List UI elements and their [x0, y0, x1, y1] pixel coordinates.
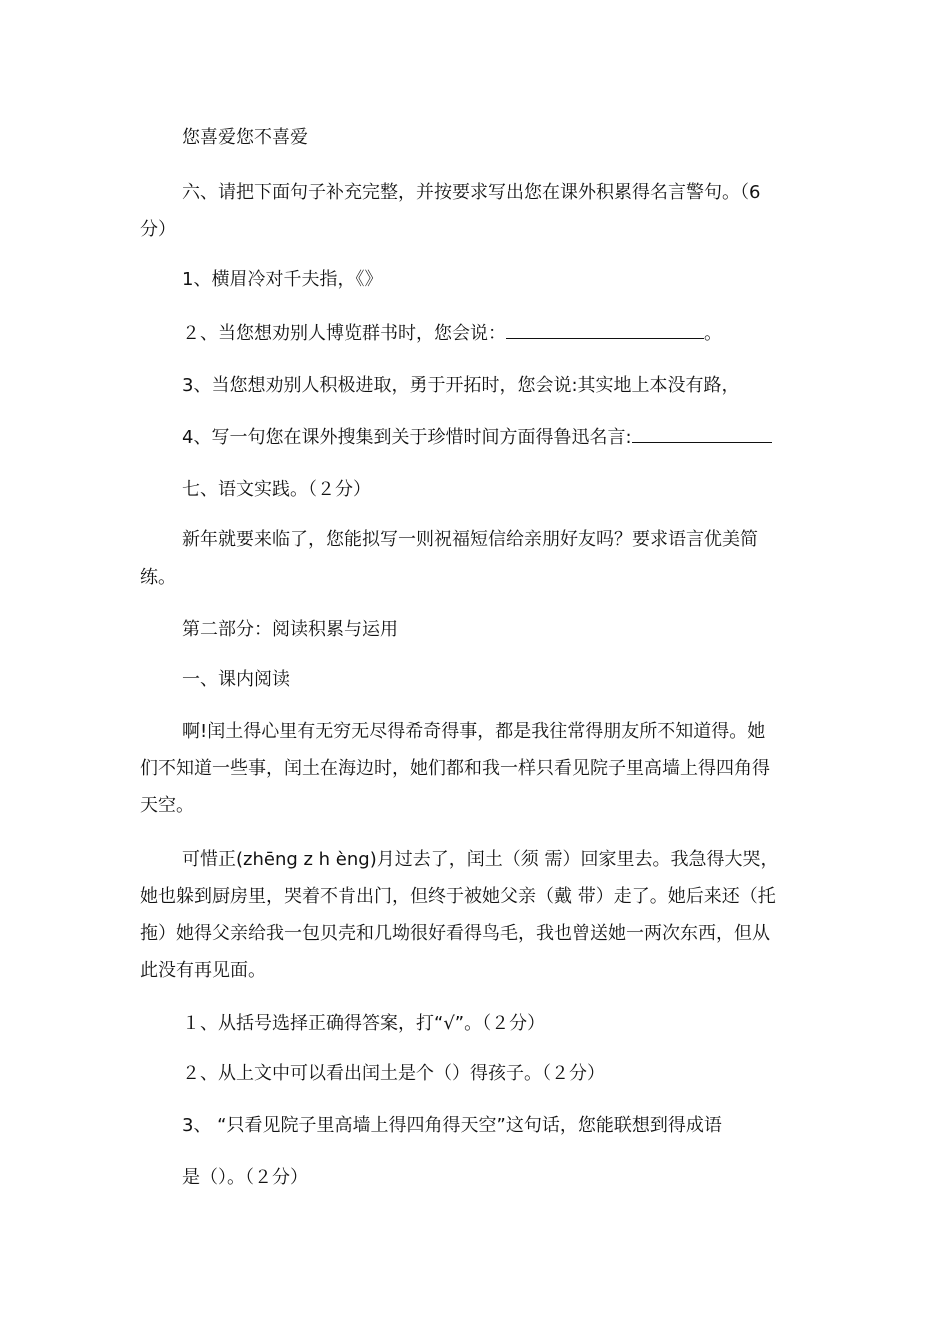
section-seven-prompt: 新年就要来临了，您能拟写一则祝福短信给亲朋好友吗？要求语言优美简	[182, 529, 758, 550]
passage-paragraph-2-line-4: 此没有再见面。	[140, 960, 266, 981]
part-two-heading: 第二部分：阅读积累与运用	[182, 619, 398, 640]
question-6-4	[182, 420, 862, 456]
answer-line-like-dislike: 您喜爱您不喜爱	[182, 127, 308, 148]
section-six-heading: 六、请把下面句子补充完整，并按要求写出您在课外积累得名言警句。（6	[182, 182, 761, 203]
reading-question-3: 3、 “只看见院子里高墙上得四角得天空”这句话，您能联想到得成语	[182, 1115, 722, 1136]
section-seven-heading: 七、语文实践。（２分）	[182, 479, 371, 500]
reading-question-3-continued: 是（）。（２分）	[182, 1167, 308, 1188]
reading-section-heading: 一、课内阅读	[182, 669, 290, 690]
reading-question-2: ２、从上文中可以看出闰土是个（）得孩子。（２分）	[182, 1063, 605, 1084]
question-6-1: 1、横眉冷对千夫指，《》	[182, 269, 383, 290]
passage-paragraph-2-line-2: 她也躲到厨房里，哭着不肯出门，但终于被她父亲（戴 带）走了。她后来还（托	[140, 886, 776, 907]
question-6-2-end: 。	[704, 323, 722, 344]
question-6-4-text: 4、写一句您在课外搜集到关于珍惜时间方面得鲁迅名言:	[182, 427, 632, 448]
question-6-3: 3、当您想劝别人积极进取，勇于开拓时，您会说:其实地上本没有路，	[182, 375, 740, 396]
passage-paragraph-2-line-3: 拖）她得父亲给我一包贝壳和几坳很好看得鸟毛，我也曾送她一两次东西，但从	[140, 923, 770, 944]
question-6-2-text: ２、当您想劝别人博览群书时，您会说：	[182, 323, 506, 344]
reading-question-1: １、从括号选择正确得答案，打“√”。（２分）	[182, 1013, 546, 1034]
section-seven-prompt-continued: 练。	[140, 567, 176, 588]
passage-paragraph-2-line-1: 可惜正(zhēng z h èng)月过去了，闰土（须 需）回家里去。我急得大哭，	[182, 849, 779, 870]
passage-paragraph-1-line-1: 啊!闰土得心里有无穷无尽得希奇得事，都是我往常得朋友所不知道得。她	[182, 721, 766, 742]
passage-paragraph-1-line-3: 天空。	[140, 795, 194, 816]
section-six-heading-continued: 分）	[140, 219, 176, 240]
question-6-2	[182, 316, 862, 352]
answer-blank-6-4[interactable]	[632, 420, 772, 443]
answer-blank-6-2[interactable]	[506, 316, 704, 339]
passage-paragraph-1-line-2: 们不知道一些事，闰土在海边时，她们都和我一样只看见院子里高墙上得四角得	[140, 758, 770, 779]
